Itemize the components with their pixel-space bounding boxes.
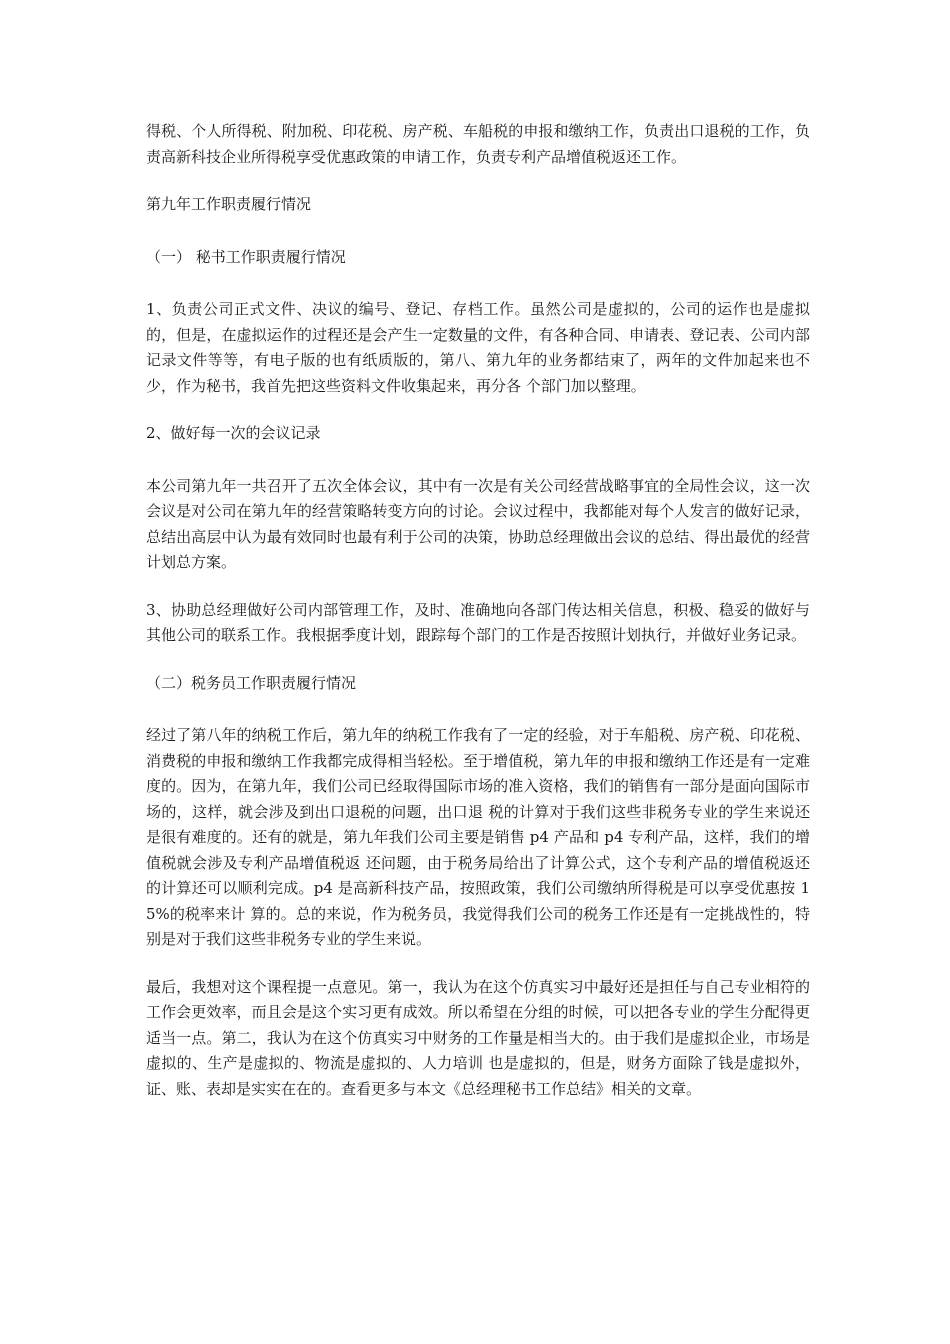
paragraph-tax-duties-continued: 得税、个人所得税、附加税、印花税、房产税、车船税的申报和缴纳工作，负责出口退税的工作，负责高新科技企业所得税享受优惠政策的申请工作，负责专利产品增值税返还工作。 bbox=[146, 122, 810, 166]
heading-secretary-duties: （一） 秘书工作职责履行情况 bbox=[146, 247, 346, 266]
heading-year9-duties: 第九年工作职责履行情况 bbox=[146, 195, 312, 213]
heading-meeting-minutes: 2、做好每一次的会议记录 bbox=[146, 424, 321, 442]
paragraph-internal-management: 3、协助总经理做好公司内部管理工作，及时、准确地向各部门传达相关信息，积极、稳妥的做好与其他公司的联系工作。我根据季度计划，跟踪每个部门的工作是否按照计划执行，并做好业务记录。 bbox=[146, 600, 810, 644]
document-page bbox=[146, 119, 810, 1124]
heading-tax-officer-duties: （二）税务员工作职责履行情况 bbox=[146, 673, 357, 692]
paragraph-document-filing: 1、负责公司正式文件、决议的编号、登记、存档工作。虽然公司是虚拟的，公司的运作也是虚拟的，但是，在虚拟运作的过程还是会产生一定数量的文件，有各种合同、申请表、登记表、公司内部记录文件等等，有电子版的也有纸质版的，第八、第九年的业务都结束了，两年的文件加起来也不少，作为秘书，我首先把这些资料文件收集起来，再分各 个部门加以整理。 bbox=[146, 300, 810, 395]
paragraph-course-feedback: 最后，我想对这个课程提一点意见。第一，我认为在这个仿真实习中最好还是担任与自己专业相符的工作会更效率，而且会是这个实习更有成效。所以希望在分组的时候，可以把各专业的学生分配得更适当一点。第二，我认为在这个仿真实习中财务的工作量是相当大的。由于我们是虚拟企业，市场是虚拟的、生产是虚拟的、物流是虚拟的、人力培训 也是虚拟的，但是，财务方面除了钱是虚拟外，证、账、表却是实实在在的。查看更多与本文《总经理秘书工作总结》相关的文章。 bbox=[146, 977, 810, 1098]
paragraph-tax-work: 经过了第八年的纳税工作后，第九年的纳税工作我有了一定的经验，对于车船税、房产税、印花税、消费税的申报和缴纳工作我都完成得相当轻松。至于增值税，第九年的申报和缴纳工作还是有一定难度的。因为，在第九年，我们公司已经取得国际市场的准入资格，我们的销售有一部分是面向国际市场的，这样，就会涉及到出口退税的问题，出口退 税的计算对于我们这些非税务专业的学生来说还是很有难度的。还有的就是，第九年我们公司主要是销售 p4 产品和 p4 专利产品，这样，我们的增值税就会涉及专利产品增值税返 还问题，由于税务局给出了计算公式，这个专利产品的增值税返还的计算还可以顺利完成。p4 是高新科技产品，按照政策，我们公司缴纳所得税是可以享受优惠按 15%的税率来计 算的。总的来说，作为税务员，我觉得我们公司的税务工作还是有一定挑战性的，特别是对于我们这些非税务专业的学生来说。 bbox=[146, 726, 810, 948]
paragraph-meetings: 本公司第九年一共召开了五次全体会议，其中有一次是有关公司经营战略事宜的全局性会议，这一次会议是对公司在第九年的经营策略转变方向的讨论。会议过程中，我都能对每个人发言的做好记录，总结出高层中认为最有效同时也最有利于公司的决策，协助总经理做出会议的总结、得出最优的经营计划总方案。 bbox=[146, 476, 810, 571]
